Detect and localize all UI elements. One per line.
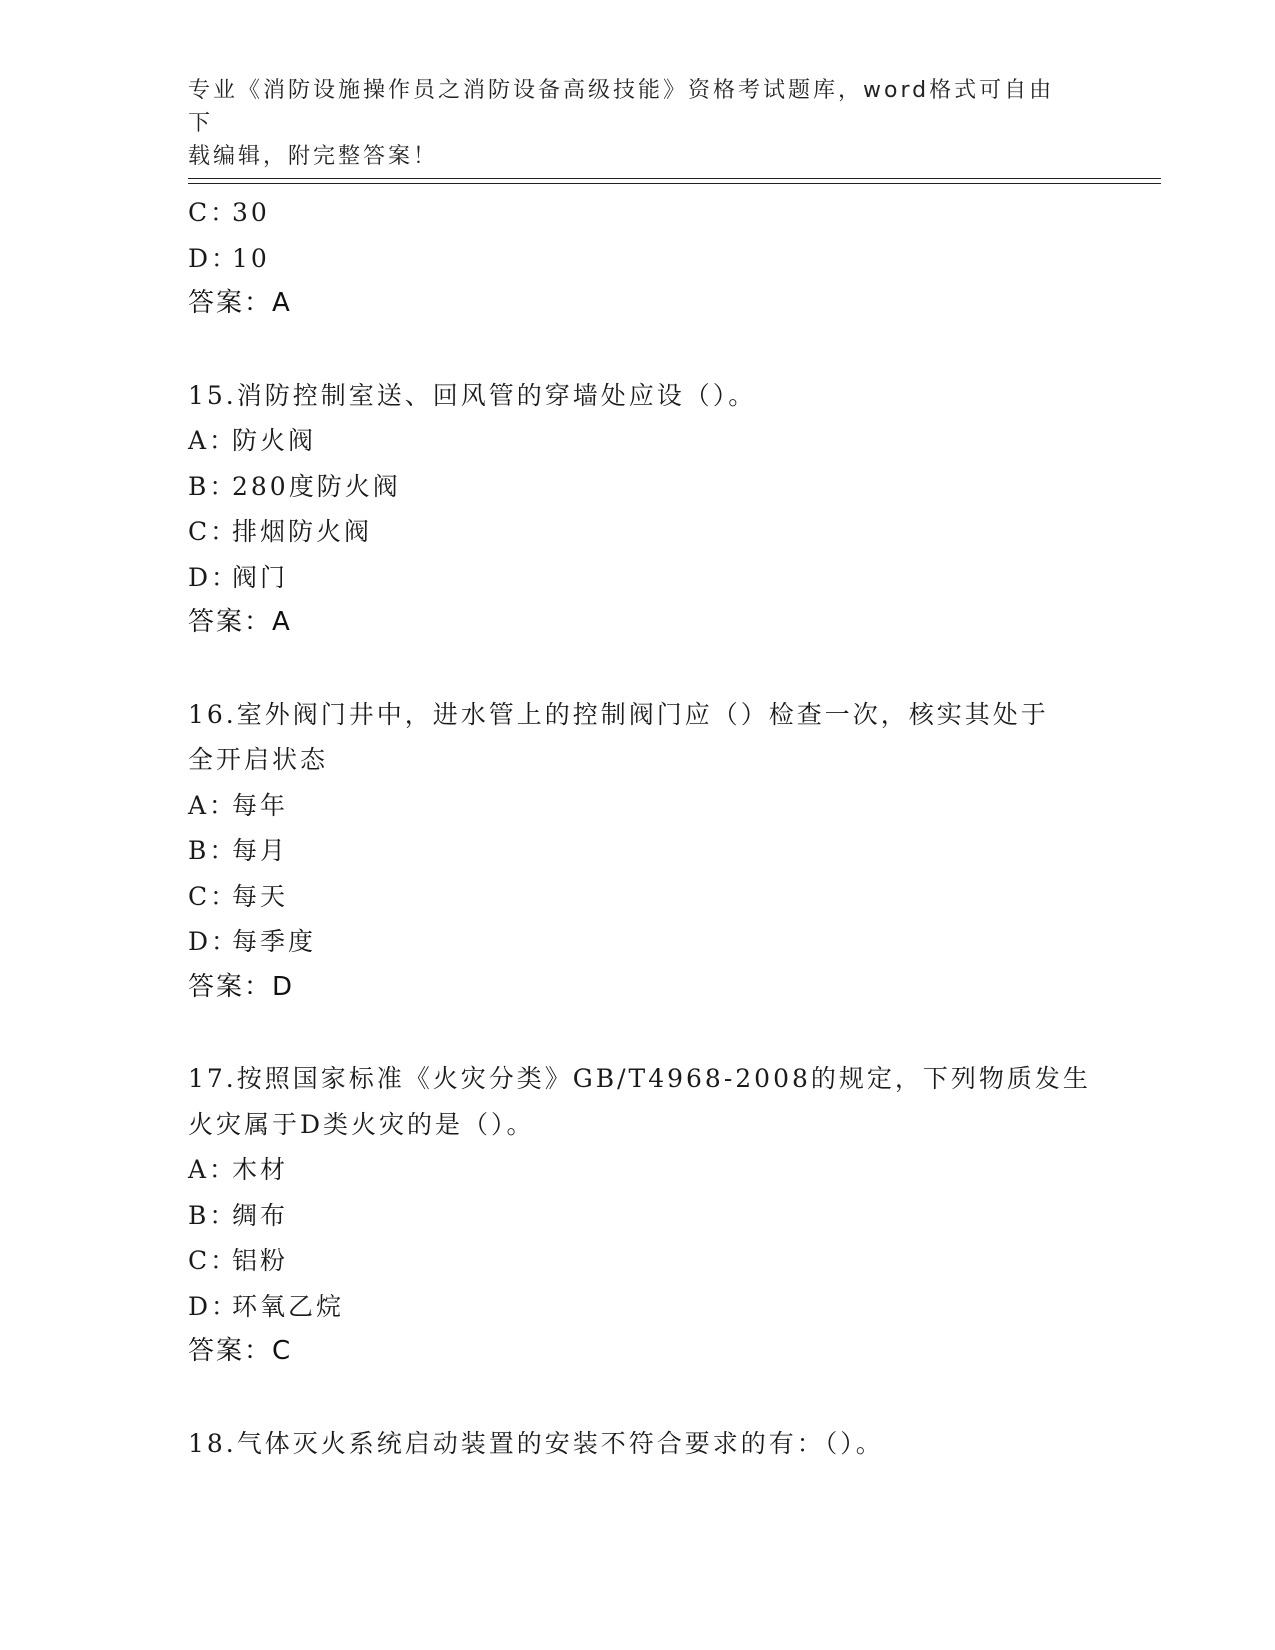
option-letter: A：: [188, 426, 238, 455]
option-text: 木材: [232, 1155, 289, 1184]
option-b: [188, 464, 1088, 510]
option-b: [188, 828, 1088, 874]
option-text: 280度防火阀: [232, 471, 401, 501]
option-d: [188, 555, 1088, 601]
option-c: [188, 1238, 1088, 1284]
option-letter: C：: [188, 1246, 239, 1275]
option-c: [188, 509, 1088, 555]
question-stem: 17.按照国家标准《火灾分类》GB/T4968-2008的规定，下列物质发生: [188, 1064, 1091, 1093]
document-header: [188, 74, 1068, 173]
option-letter: A：: [188, 790, 238, 820]
option-d: [188, 1284, 1088, 1330]
question-15: [188, 373, 1088, 646]
question-18: [188, 1421, 1088, 1467]
question-17: [188, 1056, 1091, 1375]
option-letter: D：: [188, 562, 240, 592]
option-text: 每天: [232, 881, 289, 911]
answer-line: 答案：D: [188, 971, 295, 1002]
answer-line: 答案：A: [188, 288, 292, 318]
option-letter: C：: [188, 198, 239, 227]
option-letter: D：: [188, 927, 240, 956]
option-letter: C：: [188, 881, 239, 911]
option-d: [188, 919, 1088, 965]
question-stem-continued: 全开启状态: [188, 745, 329, 774]
option-b: [188, 1193, 1088, 1239]
option-letter: D：: [188, 1291, 240, 1321]
option-letter: C：: [188, 517, 239, 546]
option-a: [188, 1147, 1088, 1193]
option-text: 铝粉: [232, 1246, 289, 1275]
option-text: 30: [232, 198, 270, 227]
option-c: [188, 874, 1088, 920]
document-body: [188, 190, 1091, 1466]
question-stem: 16.室外阀门井中，进水管上的控制阀门应（）检查一次，核实其处于: [188, 699, 1049, 729]
option-text: 每年: [232, 790, 289, 820]
question-stem: 18.气体灭火系统启动装置的安装不符合要求的有：（）。: [188, 1428, 884, 1458]
option-text: 10: [232, 243, 270, 273]
answer-line: 答案：C: [188, 1336, 293, 1366]
option-c: [188, 190, 1088, 236]
option-text: 每季度: [232, 927, 317, 956]
option-text: 绸布: [232, 1200, 289, 1230]
option-text: 排烟防火阀: [232, 517, 373, 546]
option-a: [188, 783, 1088, 829]
option-text: 防火阀: [232, 426, 317, 455]
option-letter: D：: [188, 243, 240, 273]
option-letter: B：: [188, 1200, 238, 1230]
question-stem-continued: 火灾属于D类火灾的是（）。: [188, 1109, 535, 1139]
question-16: [188, 692, 1088, 1011]
option-a: [188, 418, 1088, 464]
header-line-1: 专业《消防设施操作员之消防设备高级技能》资格考试题库，word格式可自由下: [188, 78, 1055, 136]
option-letter: A：: [188, 1155, 238, 1184]
answer-line: 答案：A: [188, 607, 292, 637]
option-letter: B：: [188, 471, 238, 501]
question-14-tail: [188, 190, 1088, 327]
header-line-2: 载编辑，附完整答案！: [188, 144, 439, 169]
option-text: 环氧乙烷: [232, 1291, 345, 1321]
option-letter: B：: [188, 836, 238, 865]
question-stem: 15.消防控制室送、回风管的穿墙处应设（）。: [188, 380, 757, 410]
option-text: 每月: [232, 836, 289, 865]
option-d: [188, 236, 1088, 282]
header-divider-bottom: [188, 183, 1161, 184]
option-text: 阀门: [232, 562, 289, 592]
header-divider-top: [188, 178, 1161, 179]
